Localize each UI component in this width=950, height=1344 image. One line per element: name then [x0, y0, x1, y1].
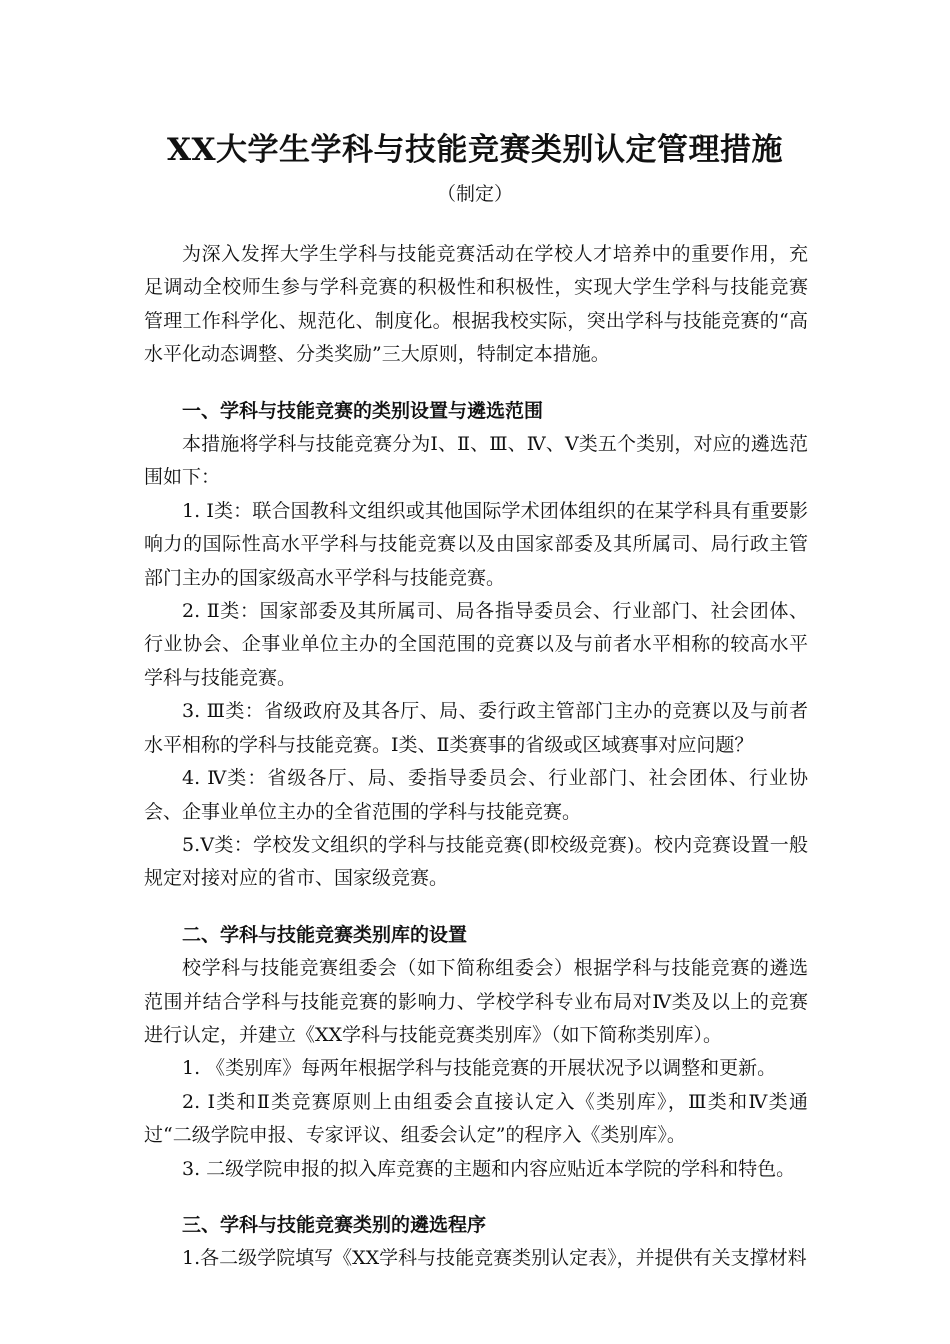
section-spacer [144, 1186, 808, 1209]
list-item: 1. 《类别库》每两年根据学科与技能竞赛的开展状况予以调整和更新。 [182, 1057, 777, 1080]
section-paragraph: 校学科与技能竞赛组委会（如下简称组委会）根据学科与技能竞赛的遴选范围并结合学科与技能竞赛的影响力、学校学科专业布局对Ⅳ类及以上的竞赛进行认定，并建立《XX学科与技能竞赛类别库》（如下简称类别库）。 [144, 957, 808, 1046]
list-item: 3. 二级学院申报的拟入库竞赛的主题和内容应贴近本学院的学科和特色。 [182, 1157, 796, 1180]
section-heading: 三、学科与技能竞赛类别的遴选程序 [182, 1213, 487, 1236]
intro-paragraph: 为深入发挥大学生学科与技能竞赛活动在学校人才培养中的重要作用，充足调动全校师生参与学科竞赛的积极性和积极性，实现大学生学科与技能竞赛管理工作科学化、规范化、制度化。根据我校实际，突出学科与技能竞赛的“高水平化动态调整、分类奖励”三大原则，特制定本措施。 [144, 243, 808, 366]
list-item: 1.各二级学院填写《XX学科与技能竞赛类别认定表》，并提供有关支撑材料 [182, 1247, 807, 1270]
category-item: 4. Ⅳ类：省级各厅、局、委指导委员会、行业部门、社会团体、行业协会、企事业单位主办的全省范围的学科与技能竞赛。 [144, 767, 808, 823]
list-item: 2. Ⅰ类和Ⅱ类竞赛原则上由组委会直接认定入《类别库》，Ⅲ类和Ⅳ类通过“二级学院申报、专家评议、组委会认定”的程序入《类别库》。 [144, 1090, 808, 1147]
category-item: 2. Ⅱ类：国家部委及其所属司、局各指导委员会、行业部门、社会团体、行业协会、企事业单位主办的全国范围的竞赛以及与前者水平相称的较高水平学科与技能竞赛。 [144, 600, 808, 689]
category-item: 3. Ⅲ类：省级政府及其各厅、局、委行政主管部门主办的竞赛以及与前者水平相称的学科与技能竞赛。Ⅰ类、Ⅱ类赛事的省级或区域赛事对应问题？ [144, 700, 808, 756]
section-spacer [144, 372, 808, 395]
document-subtitle: （制定） [436, 183, 513, 205]
category-item: 5.Ⅴ类：学校发文组织的学科与技能竞赛(即校级竞赛)。校内竞赛设置一般规定对接对应的省市、国家级竞赛。 [144, 833, 808, 890]
document-title: XX大学生学科与技能竞赛类别认定管理措施 [166, 132, 784, 168]
section-paragraph: 本措施将学科与技能竞赛分为Ⅰ、Ⅱ、Ⅲ、Ⅳ、Ⅴ类五个类别，对应的遴选范围如下： [144, 433, 808, 489]
section-heading: 二、学科与技能竞赛类别库的设置 [182, 923, 468, 946]
section-spacer [144, 896, 808, 919]
document-body [144, 238, 808, 1276]
category-item: 1. Ⅰ类：联合国教科文组织或其他国际学术团体组织的在某学科具有重要影响力的国际性高水平学科与技能竞赛以及由国家部委及其所属司、局行政主管部门主办的国家级高水平学科与技能竞赛。 [144, 499, 808, 589]
section-heading: 一、学科与技能竞赛的类别设置与遴选范围 [182, 399, 544, 422]
